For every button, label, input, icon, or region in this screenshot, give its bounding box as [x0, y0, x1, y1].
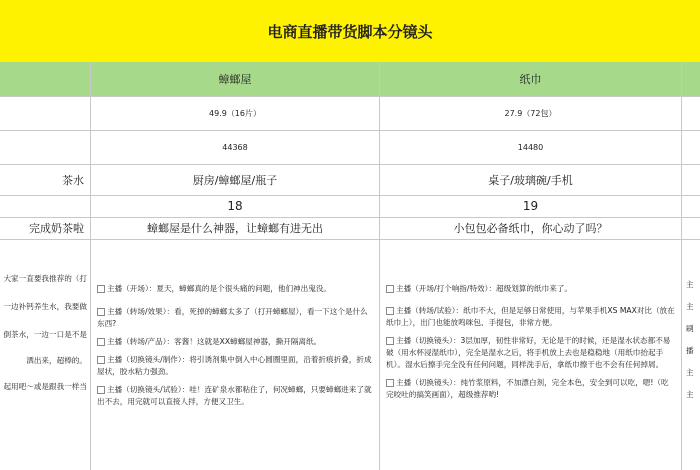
hook-cell[interactable]: 蟑螂屋是什么神器，让蟑螂有进无出	[91, 217, 380, 239]
checkbox-icon	[386, 285, 394, 293]
script-line: 播	[686, 346, 694, 355]
script-line: 主	[686, 368, 694, 377]
script-line: 主播（切换镜头）：3层加厚，韧性非常好，无论是干的时候，还是湿水状态都不易破（用水杯浸湿纸巾），完全是湿水之后，将手机放上去也是稳稳地（用纸巾抬起手机）。湿水后擦手完全没有任何问题，同样洗手后，拿纸巾擦干也不会有任何掉屑。	[386, 336, 671, 369]
hook-text: 完成奶茶啦	[29, 222, 84, 235]
table-row-script	[0, 239, 700, 470]
checkbox-icon	[97, 308, 105, 316]
scene-text: 茶水	[62, 173, 84, 187]
checkbox-icon	[97, 386, 105, 394]
script-cell[interactable]	[0, 239, 91, 470]
script-line: 主播（转场/效果）：看，死掉的蟑螂太多了（打开蟑螂屋），看一下这个是什么东西?	[97, 307, 368, 328]
script-line: 主	[686, 280, 694, 289]
checkbox-icon	[386, 379, 394, 387]
table-cell[interactable]	[682, 195, 700, 217]
table-cell[interactable]	[682, 130, 700, 164]
table-row-sales	[0, 130, 700, 165]
script-line: 大家一直要我推荐的（打	[3, 274, 87, 283]
script-line: 主播（切换镜头/试验）：哇！连矿泉水都粘住了，何况蟑螂，只要蟑螂进来了就出不去，用完就可以直接人拌，方便又卫生。	[97, 385, 372, 406]
script-lines	[0, 273, 87, 401]
price-cell[interactable]: 27.9（72包）	[380, 96, 682, 130]
script-line: 倒茶水，一边一口是不是	[3, 330, 87, 339]
script-lines	[686, 279, 694, 411]
table-cell[interactable]	[0, 217, 91, 239]
script-line: 主	[686, 390, 694, 399]
script-line: 主播（开场/打个响指/特效）：超级划算的纸巾来了。	[396, 284, 572, 293]
table-cell[interactable]	[0, 130, 91, 164]
table-row-hook	[0, 217, 700, 240]
column-header-tissue[interactable]: 纸巾	[380, 62, 682, 96]
checkbox-icon	[97, 338, 105, 346]
script-cell[interactable]	[91, 239, 380, 470]
price-cell[interactable]: 49.9（16片）	[91, 96, 380, 130]
table-cell[interactable]	[682, 96, 700, 130]
script-line: 洒出来，超棒的。	[26, 356, 87, 365]
table-cell[interactable]	[0, 62, 91, 96]
number-cell[interactable]: 19	[380, 195, 682, 217]
script-line: 主播（开场）：夏天，蟑螂真的是个很头痛的问题，他们神出鬼没。	[107, 284, 332, 293]
column-header-cockroach-house[interactable]: 蟑螂屋	[91, 62, 380, 96]
scene-cell[interactable]: 厨房/蟑螂屋/瓶子	[91, 164, 380, 195]
script-line: 刷	[686, 324, 694, 333]
sheet-title: 电商直播带货脚本分镜头	[0, 0, 700, 63]
script-cell[interactable]	[380, 239, 682, 470]
script-line: 一边补钙养生水，我要做	[3, 302, 87, 311]
script-line: 起用吧～或是跟我一样当	[3, 382, 87, 391]
number-cell[interactable]: 18	[91, 195, 380, 217]
hook-cell[interactable]: 小包包必备纸巾，你心动了吗？	[380, 217, 682, 239]
scene-cell[interactable]: 桌子/玻璃碗/手机	[380, 164, 682, 195]
table-cell[interactable]	[682, 62, 700, 96]
table-cell[interactable]	[682, 164, 700, 195]
script-line: 主	[686, 302, 694, 311]
table-cell[interactable]	[682, 217, 700, 239]
checkbox-icon	[97, 356, 105, 364]
table-cell[interactable]	[0, 164, 91, 195]
table-row-scene	[0, 164, 700, 196]
script-line: 主播（切换镜头）：纯竹浆原料，不加漂白剂，完全本色，安全到可以吃，嗯!（吃完咬吐的搞笑画面），超级推荐哟!	[386, 378, 669, 399]
checkbox-icon	[97, 285, 105, 293]
script-line: 主播（转场/试验）：纸巾不大，但是足够日常使用，与苹果手机XS MAX对比（放在纸巾上），出门也能放鸣咪包、手提包，非常方便。	[386, 306, 675, 327]
table-cell[interactable]	[0, 195, 91, 217]
checkbox-icon	[386, 307, 394, 315]
sales-cell[interactable]: 14480	[380, 130, 682, 164]
checkbox-icon	[386, 337, 394, 345]
script-line: 主播（转场/产品）：客酱！这就是XX蟑螂屋神器，撕开隔离纸。	[107, 337, 322, 346]
table-row-number	[0, 195, 700, 218]
script-line: 主播（切换镜头/制作）：将引诱剂集中倒入中心圆圈里面，沿着折痕折叠，折成屋状，胶水粘力强劲。	[97, 355, 372, 376]
table-header-row	[0, 62, 700, 97]
script-cell[interactable]	[682, 239, 700, 470]
sales-cell[interactable]: 44368	[91, 130, 380, 164]
table-cell[interactable]	[0, 96, 91, 130]
table-row-price	[0, 96, 700, 131]
